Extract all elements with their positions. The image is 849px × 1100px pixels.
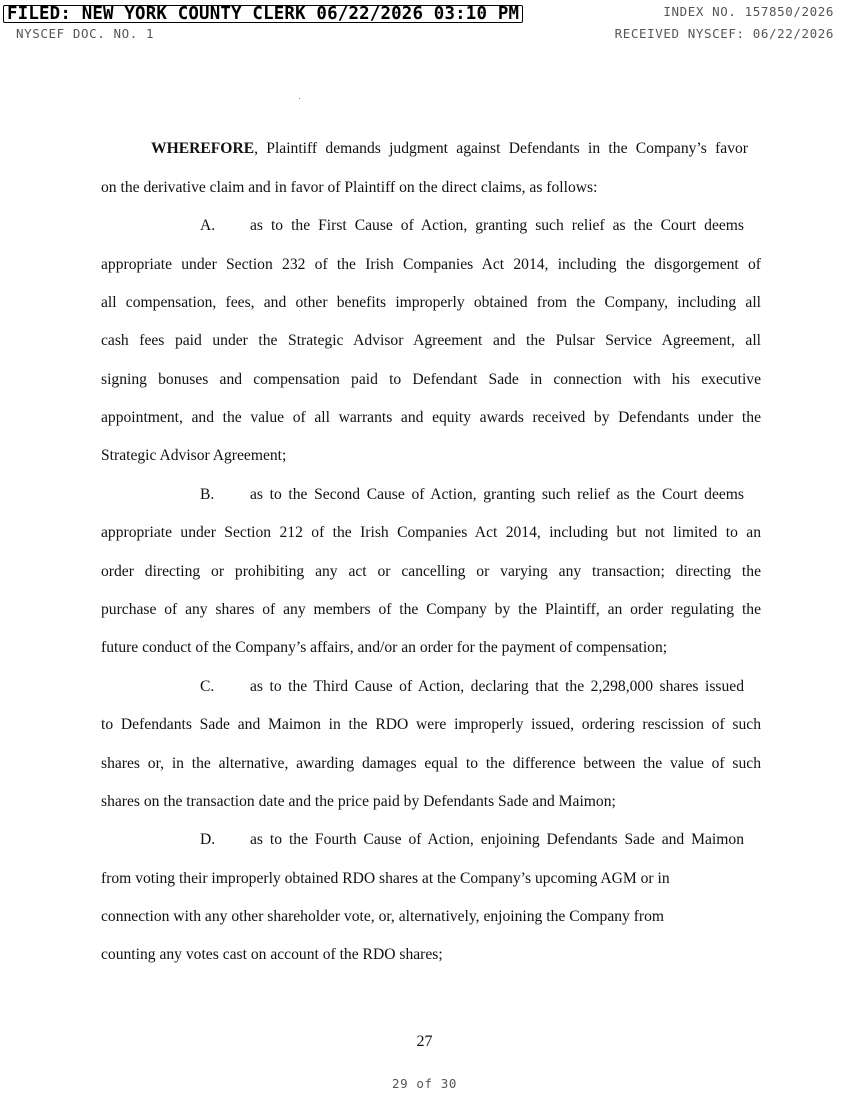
item-d-line: connection with any other shareholder vote, or, alternatively, enjoining the Company from	[101, 908, 665, 925]
item-a-first-line: as to the First Cause of Action, granting such relief as the Court deems	[250, 217, 744, 234]
item-d-line: counting any votes cast on account of the RDO shares;	[101, 946, 443, 963]
page-of-count: 29 of 30	[391, 1076, 457, 1091]
page-number: 27	[416, 1033, 433, 1050]
filed-stamp: FILED: NEW YORK COUNTY CLERK 06/22/2026 03:10 PM	[3, 5, 523, 23]
item-a-letter: A.	[200, 217, 216, 234]
wherefore-line-2: on the derivative claim and in favor of Plaintiff on the direct claims, as follows:	[101, 179, 598, 196]
item-a-line: appropriate under Section 232 of the Irish Companies Act 2014, including the disgorgement of	[101, 256, 761, 273]
item-c-first-line: as to the Third Cause of Action, declaring that the 2,298,000 shares issued	[250, 678, 744, 695]
stray-mark	[299, 98, 300, 99]
item-c-line: shares or, in the alternative, awarding damages equal to the difference between the value of such	[101, 755, 761, 772]
nyscef-doc-number: NYSCEF DOC. NO. 1	[16, 26, 155, 41]
item-b-line: future conduct of the Company’s affairs, and/or an order for the payment of compensation;	[101, 639, 668, 656]
item-c-line: shares on the transaction date and the price paid by Defendants Sade and Maimon;	[101, 793, 616, 810]
item-b-line: order directing or prohibiting any act or cancelling or varying any transaction; directing the	[101, 563, 761, 580]
index-number: INDEX NO. 157850/2026	[663, 4, 834, 19]
item-a-line: signing bonuses and compensation paid to Defendant Sade in connection with his executive	[101, 371, 761, 388]
item-b-line: purchase of any shares of any members of the Company by the Plaintiff, an order regulating the	[101, 601, 761, 618]
item-b-first-line: as to the Second Cause of Action, granting such relief as the Court deems	[250, 486, 744, 503]
received-date: RECEIVED NYSCEF: 06/22/2026	[614, 26, 834, 41]
item-a-line: appointment, and the value of all warrants and equity awards received by Defendants under the	[101, 409, 761, 426]
item-a-line: Strategic Advisor Agreement;	[101, 447, 287, 464]
item-d-first-line: as to the Fourth Cause of Action, enjoining Defendants Sade and Maimon	[250, 831, 744, 848]
item-c-letter: C.	[200, 678, 215, 695]
wherefore-line-1	[151, 139, 748, 159]
item-b-letter: B.	[200, 486, 215, 503]
item-a-line: cash fees paid under the Strategic Advisor Agreement and the Pulsar Service Agreement, all	[101, 332, 761, 349]
wherefore-text: , Plaintiff demands judgment against Defendants in the Company’s favor	[254, 140, 748, 157]
item-d-letter: D.	[200, 831, 216, 848]
item-b-line: appropriate under Section 212 of the Irish Companies Act 2014, including but not limited to an	[101, 524, 761, 541]
wherefore-bold: WHEREFORE	[151, 140, 255, 157]
item-c-line: to Defendants Sade and Maimon in the RDO were improperly issued, ordering rescission of such	[101, 716, 761, 733]
item-d-line: from voting their improperly obtained RDO shares at the Company’s upcoming AGM or in	[101, 870, 670, 887]
item-a-line: all compensation, fees, and other benefits improperly obtained from the Company, including all	[101, 294, 761, 311]
